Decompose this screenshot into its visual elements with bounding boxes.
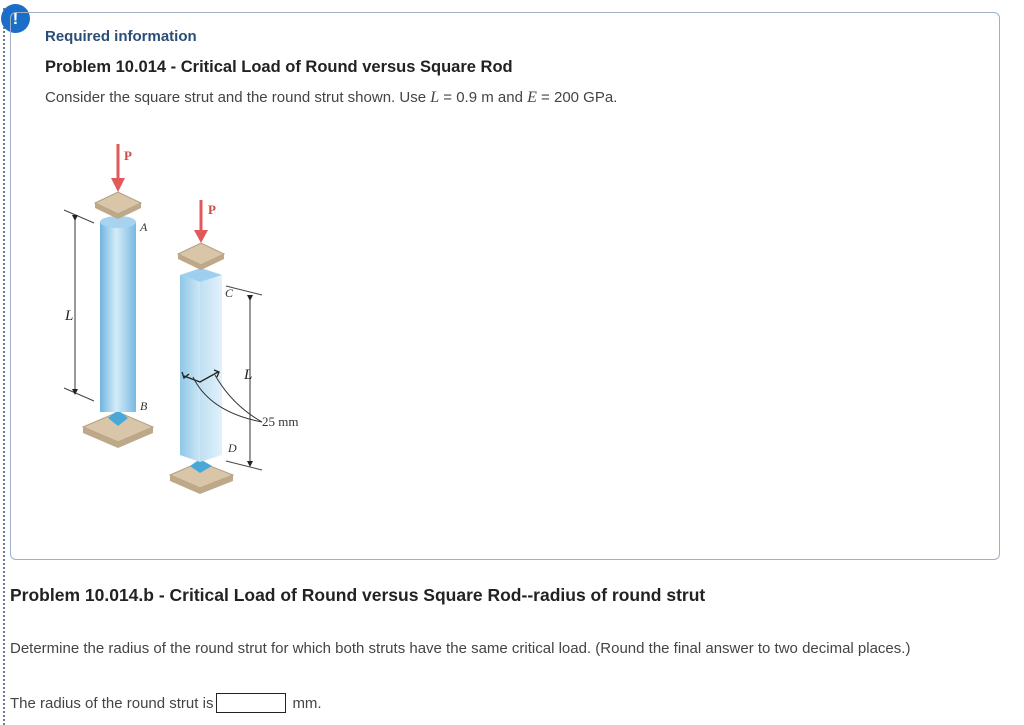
statement-suffix: = 200 GPa.: [536, 89, 618, 106]
answer-unit: mm.: [292, 694, 322, 712]
square-rod-left-face: [180, 275, 200, 462]
radius-answer-input[interactable]: [216, 693, 286, 713]
round-rod: [100, 222, 136, 412]
label-c: C: [225, 286, 234, 300]
question-text: Determine the radius of the round strut for which both struts have the same critical load. (Round the final answer to two decimal places.): [10, 640, 911, 657]
answer-label: The radius of the round strut is: [10, 694, 214, 712]
label-dimension: 25 mm: [262, 414, 299, 429]
statement-mid: = 0.9 m and: [439, 89, 528, 106]
square-strut: [170, 200, 233, 494]
round-load-arrow-head: [111, 178, 125, 192]
square-rod-right-face: [200, 275, 222, 462]
left-dotted-rule: [3, 8, 5, 725]
label-b: B: [140, 399, 148, 413]
label-a: A: [140, 220, 148, 234]
problem-statement: [45, 89, 617, 107]
part-b-title: Problem 10.014.b - Critical Load of Round versus Square Rod--radius of round strut: [10, 585, 706, 605]
alert-icon: !: [1, 4, 30, 33]
problem-title: Problem 10.014 - Critical Load of Round versus Square Rod: [45, 58, 513, 76]
label-l-square: L: [244, 367, 253, 383]
square-load-arrow-head: [194, 230, 208, 243]
label-l-round: L: [65, 308, 74, 324]
label-d: D: [228, 441, 237, 455]
answer-row: [10, 693, 322, 713]
label-p-square: P: [208, 202, 216, 217]
required-information-heading: Required information: [45, 28, 197, 45]
var-l: L: [430, 89, 440, 106]
struts-figure: [50, 130, 330, 510]
label-p-round: P: [124, 148, 132, 163]
var-e: E: [527, 89, 537, 106]
round-length-dimension: [64, 210, 94, 401]
statement-prefix: Consider the square strut and the round strut shown. Use: [45, 89, 431, 106]
